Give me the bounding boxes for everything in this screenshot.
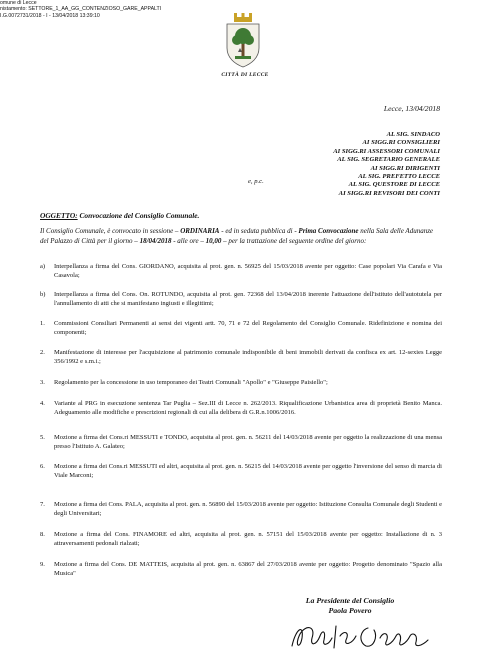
intro-paragraph [40, 227, 442, 246]
agenda-text: Mozione a firma dei Cons.ri MESSUTI e TONDO, acquisita al prot. gen. n. 56211 del 14/03/2018 avente per oggetto la realizzazione di una mensa presso l'Istituto A. Galateo; [54, 434, 442, 450]
agenda-item [40, 500, 442, 518]
agenda-item [40, 399, 442, 417]
agenda-marker: 5. [40, 434, 45, 441]
cc-label: e, p.c. [248, 178, 264, 185]
intro-text: - alle ore – [171, 236, 206, 245]
agenda-text: Mozione a firma del Cons. DE MATTEIS, acquisita al prot. gen. n. 63867 del 27/03/2018 avente per oggetto: Progetto denominato "Spazio alla Musica" [54, 561, 442, 577]
intro-text: - ed in seduta pubblica di - [219, 227, 299, 235]
handwritten-signature-icon [286, 616, 436, 656]
agenda-item [40, 319, 442, 337]
signature-block [270, 596, 430, 616]
agenda-marker: 1. [40, 320, 45, 327]
agenda-item [40, 348, 442, 366]
recipients-list [333, 131, 440, 198]
agenda-text: Mozione a firma dei Cons. PALA, acquisita al prot. gen. n. 56890 del 15/03/2018 avente per oggetto: Istituzione Consulta Comunale degli Studenti e degli Universitari; [54, 501, 442, 517]
agenda-text: Variante al PRG in esecuzione sentenza Tar Puglia – Sez.III di Lecce n. 262/2013. Riqualificazione Urbanistica area di proprietà Benito Manca. Adeguamento alle modifiche e prescrizioni regionali di cui alla delibera di G.R.n.1006/2016. [54, 400, 442, 416]
subject-text: Convocazione del Consiglio Comunale. [79, 211, 200, 220]
recipient: AI SIGG.RI DIRIGENTI [370, 164, 440, 172]
agenda-marker: 3. [40, 379, 45, 386]
session-type: ORDINARIA [180, 227, 220, 235]
agenda-marker: a) [40, 263, 46, 270]
agenda-item [40, 262, 442, 280]
recipient: AL SIG. QUESTORE DI LECCE [348, 181, 440, 189]
convocation-type: Prima Convocazione [298, 227, 359, 235]
stamp-line-2: nistamento: SETTORE_1_AA_GG_CONTENZIOSO_GARE_APPALTI [0, 6, 162, 13]
agenda-marker: 2. [40, 349, 45, 356]
agenda-marker: 9. [40, 561, 45, 568]
agenda-marker: b) [40, 291, 46, 298]
agenda-item [40, 462, 442, 480]
recipient: AI SIGG.RI CONSIGLIERI [362, 139, 440, 147]
lecce-coat-of-arms-icon [224, 12, 262, 70]
agenda-marker: 7. [40, 501, 45, 508]
agenda-text: Regolamento per la concessione in uso temporaneo dei Teatri Comunali "Apollo" e "Giuseppe Paisiello"; [54, 379, 328, 386]
recipient: AL SIG. SINDACO [386, 131, 440, 138]
agenda-marker: 6. [40, 463, 45, 470]
letter-date: Lecce, 13/04/2018 [383, 104, 440, 113]
intro-text: – per la trattazione del seguente ordine del giorno: [221, 236, 367, 245]
city-heading: CITTÀ DI LECCE [221, 72, 269, 78]
recipient: AI SIGG.RI ASSESSORI COMUNALI [333, 147, 440, 155]
intro-text: nella Sala delle Adunanze del Palazzo di Città per il giorno – [40, 227, 434, 245]
agenda-item [40, 433, 442, 451]
protocol-stamp [0, 0, 161, 19]
recipient: AI SIGG.RI REVISORI DEI CONTI [338, 189, 440, 197]
subject-line [40, 211, 199, 220]
meeting-time: 10,00 [205, 236, 222, 245]
agenda-text: Commissioni Consiliari Permanenti ai sensi dei vigenti artt. 70, 71 e 72 del Regolamento del Consiglio Comunale. Ridefinizione e nomina dei componenti; [54, 320, 442, 336]
stamp-line-3: I.G.0072731/2018 - I - 13/04/2018 13:39:10 [0, 12, 100, 19]
stamp-line-1: omune di Lecce [0, 0, 37, 6]
agenda-text: Mozione a firma del Cons. FINAMORE ed altri, acquisita al prot. gen. n. 57151 del 15/03/2018 avente per oggetto: Installazione di n. 3 attraversamenti pedonali rialzati; [54, 531, 442, 547]
agenda-text: Interpellanza a firma del Cons. GIORDANO, acquisita al prot. gen. n. 56925 del 15/03/2018 avente per oggetto: Case popolari Via Carafa e Via Casavola; [54, 263, 442, 279]
agenda-item [40, 290, 442, 308]
recipient: AL SIG. PREFETTO LECCE [358, 173, 440, 181]
agenda-text: Mozione a firma dei Cons.ri MESSUTI ed altri, acquisita al prot. gen. n. 56215 del 14/03/2018 avente per oggetto l'inversione del senso di marcia di Viale Marconi; [54, 463, 442, 479]
recipient: AL SIG. SEGRETARIO GENERALE [337, 156, 440, 164]
agenda-marker: 4. [40, 400, 45, 407]
meeting-date: 18/04/2018 [139, 236, 172, 245]
agenda-text: Interpellanza a firma del Cons. On. ROTUNDO, acquisita al prot. gen. 72368 del 13/04/2018 inerente l'attuazione dell'istituto dell'autotutela per l'annullamento di atti che si manifestano ingiusti e illegittimi; [54, 291, 442, 307]
subject-label: OGGETTO: [40, 211, 78, 220]
agenda-item [40, 378, 442, 387]
agenda-item [40, 530, 442, 548]
agenda-item [40, 560, 442, 578]
agenda-marker: 8. [40, 531, 45, 538]
signer-name: Paola Povero [328, 606, 372, 615]
signer-title: La Presidente del Consiglio [305, 596, 395, 605]
intro-text: Il Consiglio Comunale, è convocato in sessione – [40, 227, 181, 235]
agenda-text: Manifestazione di interesse per l'acquisizione al patrimonio comunale indisponibile di beni immobili derivati da confisca ex art. 12-sexies Legge 356/1992 e s.m.i.; [54, 349, 442, 365]
